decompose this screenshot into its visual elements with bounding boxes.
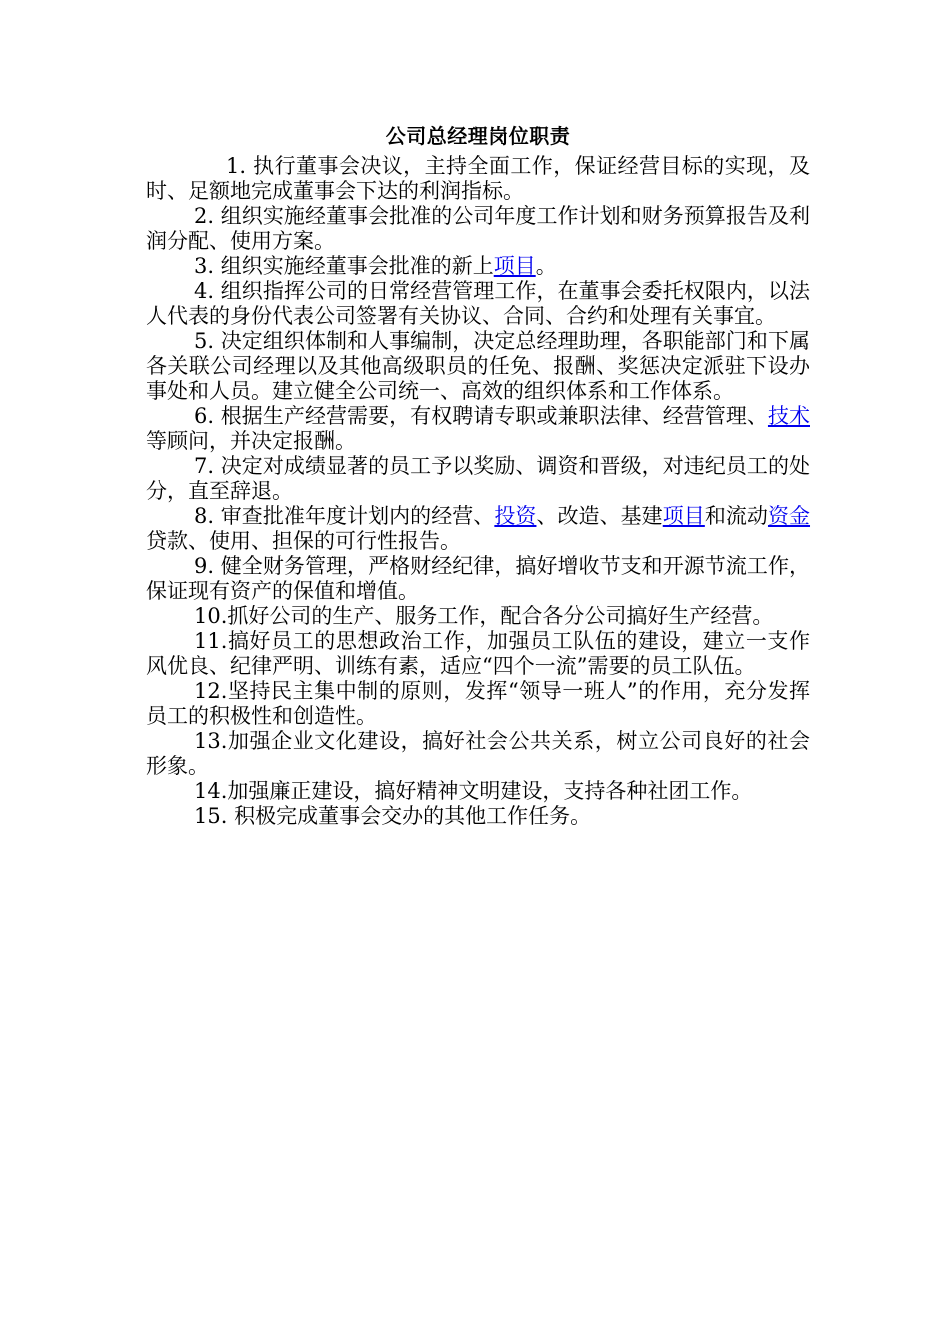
link-funds[interactable]: 资金 <box>767 504 811 528</box>
duty-item-1 <box>146 154 810 204</box>
duty-text: 8. 审查批准年度计划内的经营、 <box>194 504 495 528</box>
document-body <box>146 118 810 829</box>
duty-item-2 <box>146 204 810 254</box>
document-title: 公司总经理岗位职责 <box>385 124 571 148</box>
duty-text: 5. 决定组织体制和人事编制，决定总经理助理，各职能部门和下属各关联公司经理以及其他高级职员的任免、报酬、奖惩决定派驻下设办事处和人员。建立健全公司统一、高效的组织体系和工作体系。 <box>146 329 810 403</box>
duty-text: 12.坚持民主集中制的原则，发挥“领导一班人”的作用，充分发挥员工的积极性和创造性。 <box>146 679 810 728</box>
duty-text: 、改造、基建 <box>536 504 663 528</box>
duty-text: 13.加强企业文化建设，搞好社会公共关系，树立公司良好的社会形象。 <box>146 729 810 778</box>
duty-item-12 <box>146 679 810 729</box>
duty-item-6 <box>146 404 810 454</box>
duty-text: 10.抓好公司的生产、服务工作，配合各分公司搞好生产经营。 <box>194 604 774 628</box>
duty-item-7 <box>146 454 810 504</box>
duty-text: 和流动 <box>704 504 768 528</box>
link-investment[interactable]: 投资 <box>494 504 537 528</box>
duty-text: 9. 健全财务管理，严格财经纪律，搞好增收节支和开源节流工作，保证现有资产的保值和增值。 <box>146 554 810 603</box>
link-project[interactable]: 项目 <box>662 504 705 528</box>
duty-item-5 <box>146 329 810 404</box>
duty-item-8 <box>146 504 810 554</box>
duty-text: 贷款、使用、担保的可行性报告。 <box>146 529 461 553</box>
link-technology[interactable]: 技术 <box>767 404 810 428</box>
duty-text: 等顾问，并决定报酬。 <box>146 429 356 453</box>
duty-item-10 <box>146 604 810 629</box>
duty-text: 。 <box>535 254 557 278</box>
duty-item-4 <box>146 279 810 329</box>
duty-text: 4. 组织指挥公司的日常经营管理工作，在董事会委托权限内，以法人代表的身份代表公司签署有关协议、合同、合约和处理有关事宜。 <box>146 279 810 328</box>
duty-text: 7. 决定对成绩显著的员工予以奖励、调资和晋级，对违纪员工的处分，直至辞退。 <box>146 454 810 503</box>
duty-text: 15. 积极完成董事会交办的其他工作任务。 <box>194 804 592 828</box>
duty-text: 3. 组织实施经董事会批准的新上 <box>194 254 494 278</box>
duty-text: 2. 组织实施经董事会批准的公司年度工作计划和财务预算报告及利润分配、使用方案。 <box>146 204 810 253</box>
duty-item-11 <box>146 629 810 679</box>
duty-item-3 <box>146 254 810 279</box>
duty-text: 11.搞好员工的思想政治工作，加强员工队伍的建设，建立一支作风优良、纪律严明、训练有素，适应“四个一流”需要的员工队伍。 <box>146 629 810 678</box>
duty-text: 6. 根据生产经营需要，有权聘请专职或兼职法律、经营管理、 <box>194 404 768 428</box>
duty-item-14 <box>146 779 810 804</box>
duty-text: 1. 执行董事会决议，主持全面工作，保证经营目标的实现，及时、足额地完成董事会下达的利润指标。 <box>146 154 810 203</box>
duty-item-13 <box>146 729 810 779</box>
link-project[interactable]: 项目 <box>493 254 536 278</box>
duty-item-9 <box>146 554 810 604</box>
duty-item-15 <box>146 804 810 829</box>
duty-text: 14.加强廉正建设，搞好精神文明建设，支持各种社团工作。 <box>194 779 753 803</box>
